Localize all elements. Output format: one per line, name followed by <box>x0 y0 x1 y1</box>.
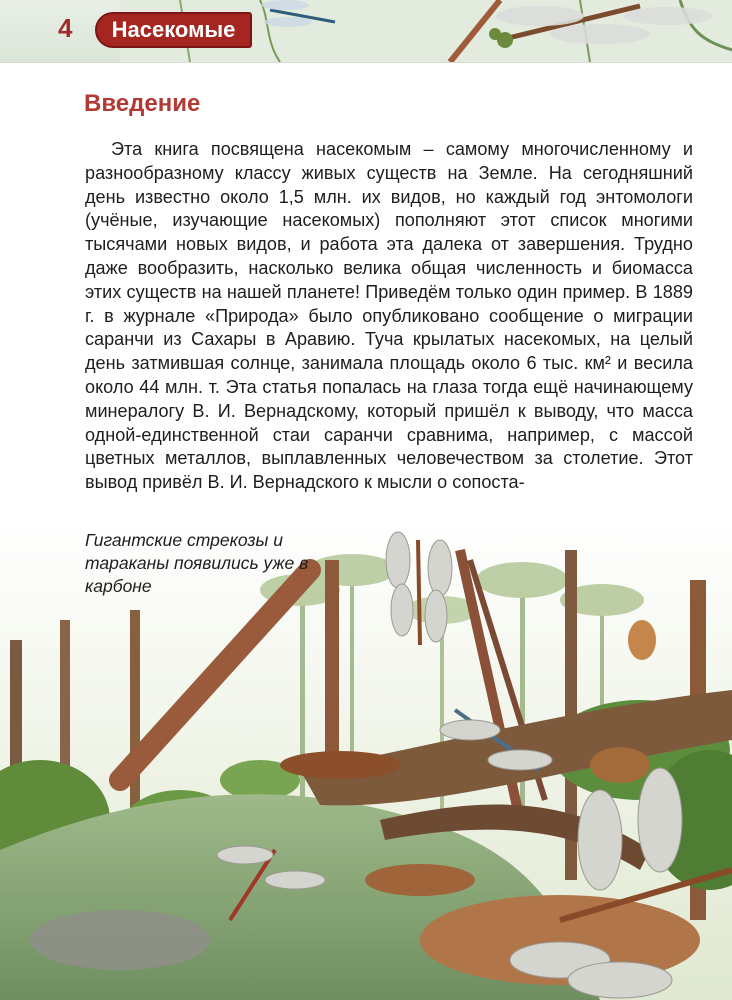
header-band <box>0 0 732 63</box>
body-paragraph: Эта книга посвящена насекомым – самому многочисленному и разнообразному классу живых существ на Земле. На сегодняшний день известно около 1,5 млн. их видов, но каждый год энтомологи (учёные, изучающие насекомых) пополняют этот список многими тысячами новых видов, и работа эта далека от завершения. Трудно даже вообразить, насколько велика общая численность и биомасса этих существ на нашей планете! Приведём только один пример. В 1889 г. в журнале «Природа» было опубликовано сообщение о миграции саранчи из Сахары в Аравию. Туча крылатых насекомых, на целый день затмившая солнце, занимала площадь около 6 тыс. км² и весила около 44 млн. т. Эта статья попалась на глаза тогда ещё начинающему минералогу В. И. Вернадскому, который пришёл к выводу, что масса одной-единственной стаи саранчи сравнима, например, с массой цветных металлов, выплавленных человечеством за столетие. Этот вывод привёл В. И. Вернадского к мысли о сопоста- <box>85 139 693 493</box>
section-heading: Введение <box>84 90 201 117</box>
section-title: Насекомые <box>111 17 236 42</box>
illustration-caption: Гигантские стрекозы и тараканы появились уже в карбоне <box>85 530 309 596</box>
page-number: 4 <box>58 13 73 43</box>
section-tab <box>95 12 252 48</box>
